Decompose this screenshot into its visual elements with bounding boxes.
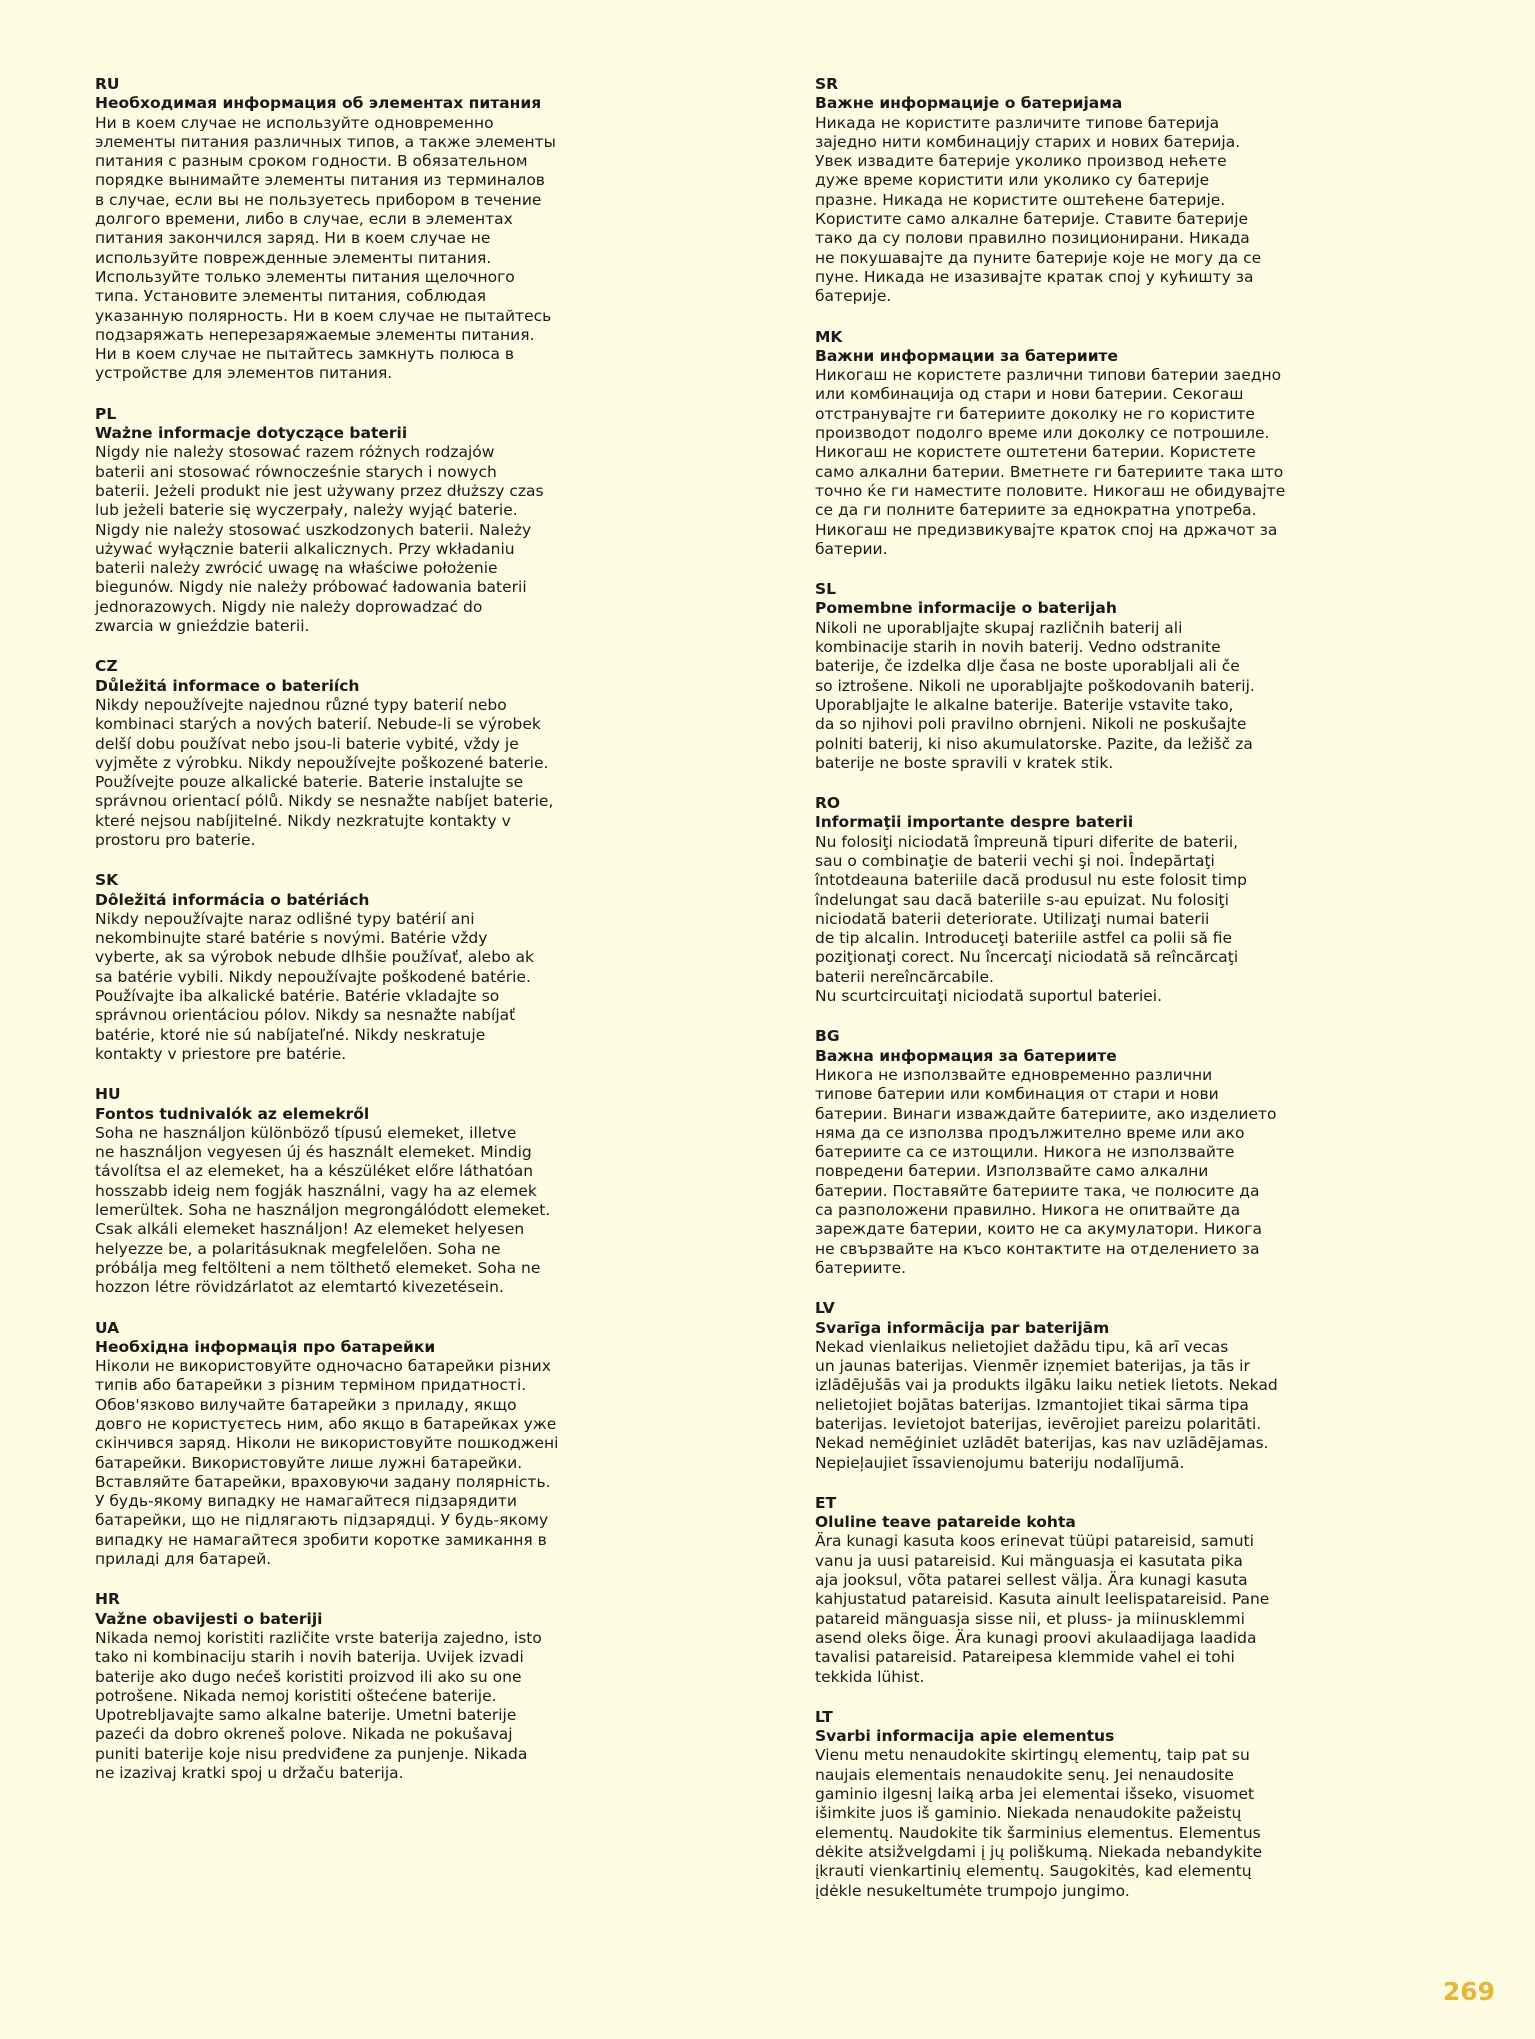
section-hu — [95, 1085, 595, 1297]
language-code: HR — [95, 1590, 120, 1609]
language-code: HU — [95, 1085, 121, 1104]
section-body: Никада не користите различите типове батерија заједно нити комбинацију старих и нових батерија. Увек извадите батерије уколико производ нећете дуже време користити или уколико су батерије празне. Никада не користите оштећене батерије. Користите само алкалне батерије. Ставите батерије тако да су полови правилно позиционирани. Никада не покушавајте да пуните батерије које не могу да се пуне. Никада не изазивајте кратак спој у кућишту за батерије. — [815, 113, 1262, 306]
section-sk — [95, 871, 595, 1064]
section-body: Никогаш не користете различни типови батерии заедно или комбинација од стари и нови батерии. Секогаш отстранувајте ги батериите доколку не го користите производот подолго време или доколку се потрошиле. Никогаш не користете оштетени батерии. Користете само алкални батерии. Вметнете ги батериите така што точно ќе ги наместите половите. Никогаш не обидувајте се да ги полните батериите за еднократна употреба. Никогаш не предизвикувајте краток спој на држачот за батерии. — [815, 366, 1286, 558]
section-lv — [815, 1299, 1315, 1473]
section-title: Važne obavijesti o bateriji — [95, 1609, 323, 1628]
section-body: Ära kunagi kasuta koos erinevat tüüpi patareisid, samuti vanu ja uusi patareisid. Kui mänguasja ei kasutata pika aja jooksul, võta patarei sellest välja. Ära kunagi kasuta kahjustatud patareisid. Kasuta ainult leelispatareisid. Pane patareid mänguasja sisse nii, et pluss- ja miinusklemmi asend oleks õige. Ära kunagi proovi akulaadijaga laadida tavalisi patareisid. Patareipesa klemmide vahel ei tohi tekkida lühist. — [815, 1532, 1270, 1686]
section-title: Необходимая информация об элементах питания — [95, 94, 542, 113]
language-code: LT — [815, 1707, 833, 1726]
section-title: Svarīga informācija par baterijām — [815, 1318, 1110, 1337]
section-hr — [95, 1590, 595, 1783]
right-column — [815, 75, 1315, 1922]
section-body: Soha ne használjon különböző típusú elemeket, illetve ne használjon vegyesen új és használt elemeket. Mindig távolítsa el az elemeket, ha a készüléket előre láthatóan hosszabb ideig nem fogják használni, vagy ha az elemek lemerültek. Soha ne használjon megrongálódott elemeket. Csak alkáli elemeket használjon! Az elemeket helyesen helyezze be, a polaritásuknak megfelelően. Soha ne próbálja meg feltölteni a nem tölthető elemeket. Soha ne hozzon létre rövidzárlatot az elemtartó kivezetésein. — [95, 1123, 551, 1297]
language-code: MK — [815, 327, 843, 346]
section-bg — [815, 1027, 1315, 1278]
section-body: Никога не използвайте едновременно различни типове батерии или комбинация от стари и нови батерии. Винаги изваждайте батериите, ако изделието няма да се използва продължително време или ако батериите са се изтощили. Никога не използвайте повредени батерии. Използвайте само алкални батерии. Поставяйте батериите така, че полюсите да са разположени правилно. Никога не опитвайте да зареждате батерии, които не са акумулатори. Никога не свързвайте на късо контактите на отделението за батериите. — [815, 1065, 1277, 1277]
section-title: Необхідна інформація про батарейки — [95, 1337, 436, 1356]
section-title: Ważne informacje dotyczące baterii — [95, 424, 408, 443]
section-body: Nekad vienlaikus nelietojiet dažādu tipu, kā arī vecas un jaunas baterijas. Vienmēr izņemiet baterijas, ja tās ir izlādējušās vai ja produkts ilgāku laiku netiek lietots. Nekad nelietojiet bojātas baterijas. Izmantojiet tikai sārma tipa baterijas. Ievietojot baterijas, ievērojiet pareizu polaritāti. Nekad nemēģiniet uzlādēt baterijas, kas nav uzlādējamas. Nepieļaujiet īssavienojumu bateriju nodalījumā. — [815, 1337, 1278, 1472]
section-body: Nigdy nie należy stosować razem różnych rodzajów baterii ani stosować równocześnie starych i nowych baterii. Jeżeli produkt nie jest używany przez dłuższy czas lub jeżeli baterie się wyczerpały, należy wyjąć baterie. Nigdy nie należy stosować uszkodzonych baterii. Należy używać wyłącznie baterii alkalicznych. Przy wkładaniu baterii należy zwrócić uwagę na właściwe położenie biegunów. Nigdy nie należy próbować ładowania baterii jednorazowych. Nigdy nie należy doprowadzać do zwarcia w gnieździe baterii. — [95, 443, 544, 636]
section-body: Ніколи не використовуйте одночасно батарейки різних типів або батарейки з різним терміном придатності. Обов'язково вилучайте батарейки з приладу, якщо довго не користуєтесь ним, або якщо в батарейках уже скінчився заряд. Ніколи не використовуйте пошкоджені батарейки. Використовуйте лише лужні батарейки. Вставляйте батарейки, враховуючи задану полярність. У будь-якому випадку не намагайтеся підзарядити батарейки, що не підлягають підзарядці. У будь-якому випадку не намагайтеся зробити коротке замикання в приладі для батарей. — [95, 1357, 559, 1569]
language-code: PL — [95, 404, 117, 423]
section-title: Важни информации за батериите — [815, 346, 1119, 365]
page-number: 269 — [1442, 1977, 1495, 2006]
section-title: Svarbi informacija apie elementus — [815, 1727, 1115, 1746]
language-code: UA — [95, 1318, 120, 1337]
language-code: LV — [815, 1299, 835, 1318]
section-body: Nikdy nepoužívejte najednou různé typy baterií nebo kombinaci starých a nových baterií. Nebude-li se výrobek delší dobu používat nebo jsou-li baterie vybité, vždy je vyjměte z výrobku. Nikdy nepoužívejte poškozené baterie. Používejte pouze alkalické baterie. Baterie instalujte se správnou orientací pólů. Nikdy se nesnažte nabíjet baterie, které nejsou nabíjitelné. Nikdy nezkratujte kontakty v prostoru pro baterie. — [95, 695, 554, 849]
section-mk — [815, 328, 1315, 560]
section-ru — [95, 75, 595, 384]
language-code: CZ — [95, 657, 118, 676]
section-body: Nu folosiţi niciodată împreună tipuri diferite de baterii, sau o combinaţie de baterii vechi şi noi. Îndepărtaţi întotdeauna bateriile dacă produsul nu este folosit timp îndelungat sau dacă bateriile s-au epuizat. Nu folosiţi niciodată baterii deteriorate. Utilizaţi numai baterii de tip alcalin. Introduceţi bateriile astfel ca polii să fie poziţionaţi corect. Nu încercaţi niciodată să reîncărcaţi baterii nereîncărcabile. Nu scurtcircuitaţi niciodată suportul bateriei. — [815, 832, 1248, 1006]
section-sr — [815, 75, 1315, 307]
language-code: BG — [815, 1027, 840, 1046]
section-ua — [95, 1319, 595, 1570]
section-title: Oluline teave patareide kohta — [815, 1513, 1076, 1532]
section-et — [815, 1494, 1315, 1687]
language-code: SR — [815, 75, 839, 93]
section-body: Nikdy nepoužívajte naraz odlišné typy batérií ani nekombinujte staré batérie s novými. Batérie vždy vyberte, ak sa výrobok nebude dlhšie používať, alebo ak sa batérie vybili. Nikdy nepoužívajte poškodené batérie. Používajte iba alkalické batérie. Batérie vkladajte so správnou orientáciou pólov. Nikdy sa nesnažte nabíjať batérie, ktoré nie sú nabíjateľné. Nikdy neskratuje kontakty v priestore pre batérie. — [95, 909, 534, 1063]
left-column — [95, 75, 595, 1804]
section-body: Ни в коем случае не используйте одновременно элементы питания различных типов, а также элементы питания с разным сроком годности. В обязательном порядке вынимайте элементы питания из терминалов в случае, если вы не пользуетесь прибором в течение долгого времени, либо в случае, если в элементах питания закончился заряд. Ни в коем случае не используйте поврежденные элементы питания. Используйте только элементы питания щелочного типа. Установите элементы питания, соблюдая указанную полярность. Ни в коем случае не пытайтесь подзаряжать неперезаряжаемые элементы питания. Ни в коем случае не пытайтесь замкнуть полюса в устройстве для элементов питания. — [95, 113, 556, 383]
section-title: Informaţii importante despre baterii — [815, 813, 1134, 832]
section-body: Nikada nemoj koristiti različite vrste baterija zajedno, isto tako ni kombinaciju starih i novih baterija. Uvijek izvadi baterije ako dugo nećeš koristiti proizvod ili ako su one potrošene. Nikada nemoj koristiti oštećene baterije. Upotrebljavajte samo alkalne baterije. Umetni baterije pazeći da dobro okreneš polove. Nikada ne pokušavaj puniti baterije koje nisu predviđene za punjenje. Nikada ne izazivaj kratki spoj u držaču baterija. — [95, 1628, 542, 1783]
section-lt — [815, 1708, 1315, 1901]
language-code: SL — [815, 580, 837, 599]
language-code: SK — [95, 871, 119, 890]
section-body: Vienu metu nenaudokite skirtingų elementų, taip pat su naujais elementais nenaudokite senų. Jei nenaudosite gaminio ilgesnį laiką arba jei elementai išseko, visuomet išimkite juos iš gaminio. Niekada nenaudokite pažeistų elementų. Naudokite tik šarminius elementus. Elementus dėkite atsižvelgdami į jų poliškumą. Niekada nebandykite įkrauti vienkartinių elementų. Saugokitės, kad elementų įdėkle nesukeltumėte trumpojo jungimo. — [815, 1746, 1263, 1900]
section-title: Důležitá informace o bateriích — [95, 676, 360, 695]
section-title: Pomembne informacije o baterijah — [815, 599, 1117, 618]
section-cz — [95, 657, 595, 850]
language-code: RO — [815, 794, 841, 813]
language-code: RU — [95, 75, 120, 93]
section-title: Важна информация за батериите — [815, 1046, 1117, 1065]
section-title: Dôležitá informácia o batériách — [95, 890, 370, 909]
section-pl — [95, 405, 595, 637]
section-title: Fontos tudnivalók az elemekről — [95, 1104, 370, 1123]
section-title: Важне информације о батеријама — [815, 94, 1123, 113]
section-body: Nikoli ne uporabljajte skupaj različnih baterij ali kombinacije starih in novih baterij. Vedno odstranite baterije, če izdelka dlje časa ne boste uporabljali ali če so iztrošene. Nikoli ne uporabljajte poškodovanih baterij. Uporabljajte le alkalne baterije. Baterije vstavite tako, da so njihovi poli pravilno obrnjeni. Nikoli ne poskušajte polniti baterij, ki niso akumulatorske. Pazite, da ležišč za baterije ne boste spravili v kratek stik. — [815, 618, 1255, 772]
section-ro — [815, 794, 1315, 1006]
language-code: ET — [815, 1493, 837, 1512]
section-sl — [815, 580, 1315, 773]
